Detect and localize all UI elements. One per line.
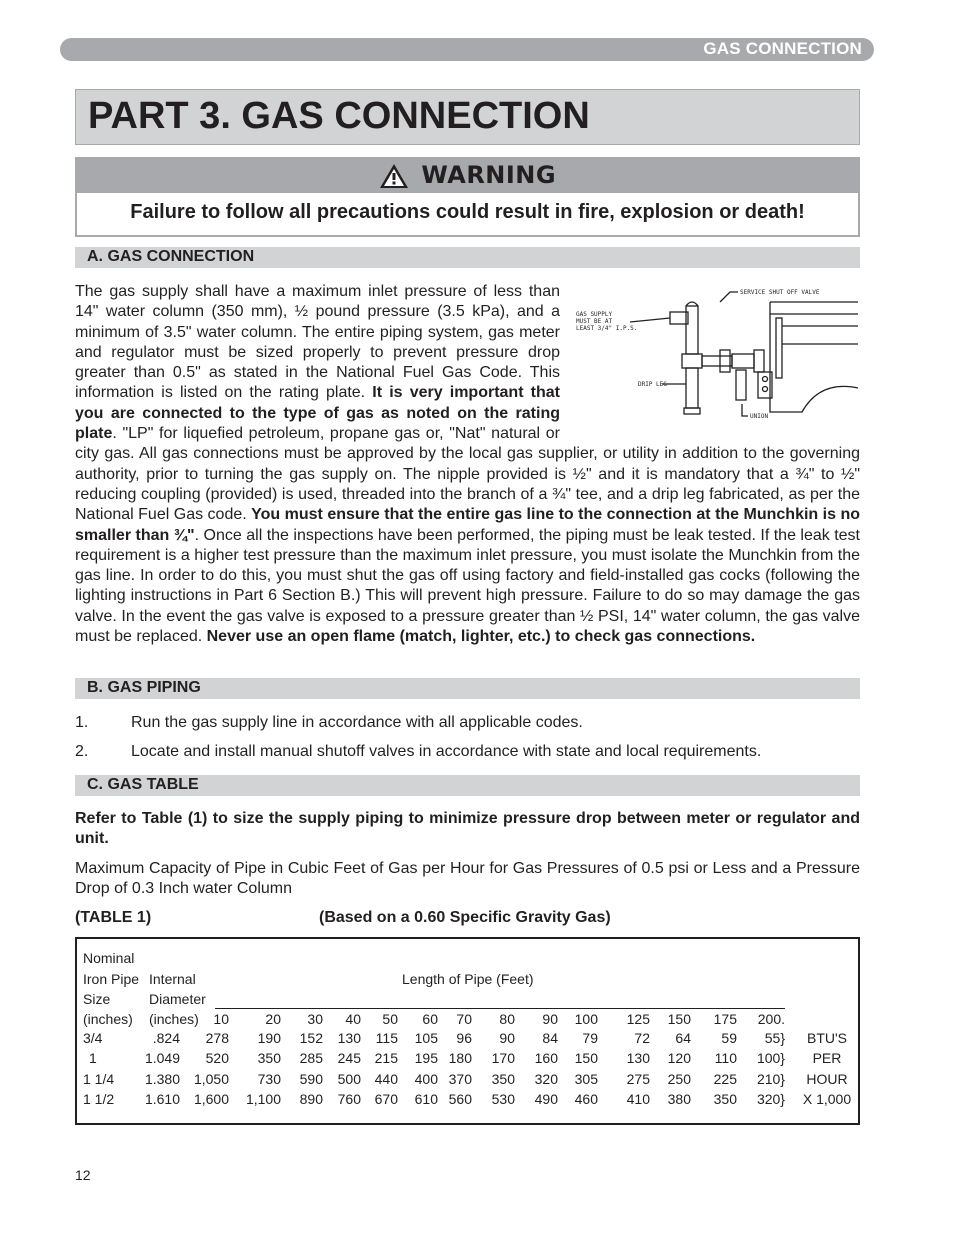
length-header-cell: 10 [213,1011,229,1027]
section-c-heading [75,775,860,796]
unit-cell: BTU'S [806,1030,847,1046]
header-size: Size [83,991,111,1007]
capacity-cell: 59 [721,1030,737,1046]
warning-box [75,157,860,237]
capacity-cell: 730 [257,1071,281,1087]
length-header-cell: 200. [757,1011,785,1027]
header-diameter: Diameter [149,991,206,1007]
header-internal: Internal [149,971,196,987]
header-inches-size: (inches) [83,1011,133,1027]
capacity-cell: 320} [756,1091,785,1107]
capacity-cell: 72 [634,1030,650,1046]
capacity-cell: 90 [499,1030,515,1046]
capacity-cell: 120 [667,1050,691,1066]
table-label: (TABLE 1) [75,909,152,926]
capacity-cell: 350 [257,1050,281,1066]
capacity-cell: 350 [713,1091,737,1107]
pipe-size-cell: 1 [89,1050,97,1066]
header-length: Length of Pipe (Feet) [402,971,534,987]
header-nominal: Nominal [83,950,135,966]
part-title-box [75,89,860,145]
capacity-cell: 110 [714,1050,737,1066]
section-a-p3-bold: Never use an open flame (match, lighter, etc.) to check gas connections. [206,628,756,646]
section-a-body [75,282,860,647]
capacity-cell: 64 [675,1030,691,1046]
diagram-label-supply-1: GAS SUPPLY [576,311,613,318]
capacity-cell: 285 [299,1050,323,1066]
capacity-cell: 190 [257,1030,281,1046]
diameter-cell: 1.610 [144,1091,180,1107]
length-header-cell: 150 [667,1011,691,1027]
diagram-label-supply-3: LEAST 3/4" I.P.S. [576,325,638,332]
capacity-cell: 530 [491,1091,515,1107]
capacity-cell: 250 [667,1071,691,1087]
capacity-cell: 79 [582,1030,598,1046]
capacity-cell: 105 [414,1030,438,1046]
capacity-cell: 245 [337,1050,361,1066]
capacity-cell: 410 [626,1091,650,1107]
capacity-cell: 225 [713,1071,737,1087]
list-item-number: 1. [75,714,89,731]
capacity-cell: 890 [299,1091,323,1107]
header-iron-pipe: Iron Pipe [83,971,140,987]
warning-message: Failure to follow all precautions could result in fire, explosion or death! [130,201,805,223]
header-inches-diameter: (inches) [149,1011,199,1027]
diameter-cell: .824 [152,1030,180,1046]
list-item-number: 2. [75,743,89,760]
section-a-p2-bold: You must ensure that the entire gas line to the connection at the Munchkin is no smaller than ¾" [75,506,861,544]
section-a-title: A. GAS CONNECTION [87,248,255,265]
capacity-cell: 590 [299,1071,323,1087]
capacity-cell: 350 [491,1071,515,1087]
length-header-cell: 90 [542,1011,558,1027]
pipe-size-cell: 3/4 [83,1030,103,1046]
capacity-cell: 215 [374,1050,398,1066]
capacity-cell: 150 [574,1050,598,1066]
section-a-p1: The gas supply shall have a maximum inlet pressure of less than 14" water column (350 mm), ½ pound pressure (3.5 kPa), and a minimum of 3.5" water column. The entire piping system, gas meter and regulator must be sized properly to prevent pressure drop greater than 0.5" as stated in the National Fuel Gas Code. This information is listed on the rating plate. [75,283,560,402]
capacity-cell: 55} [764,1030,785,1046]
diagram-label-valve: SERVICE SHUT OFF VALVE [740,289,820,296]
capacity-cell: 370 [448,1071,472,1087]
capacity-cell: 490 [534,1091,558,1107]
part-title: PART 3. GAS CONNECTION [88,95,590,137]
capacity-cell: 560 [448,1091,472,1107]
table-caption: Maximum Capacity of Pipe in Cubic Feet of Gas per Hour for Gas Pressures of 0.5 psi or Less and a Pressure Drop of 0.3 Inch water Column [75,860,860,898]
length-header-cell: 175 [713,1011,737,1027]
section-a-p3: . Once all the inspections have been performed, the piping must be leak tested. If the leak test requirement is a higher test pressure than the maximum inlet pressure, you must isolate the Munchkin from the gas line. In order to do this, you must shut the gas off using factory and field-installed gas cocks (following the lighting instructions in Part 6 Section B.) This will prevent high pressure. Failure to do so may damage the gas valve. In the event the gas valve is exposed to a pressure greater than ½ PSI, 14" water column, the gas valve must be replaced. [75,526,861,646]
capacity-cell: 275 [626,1071,650,1087]
capacity-cell: 500 [337,1071,361,1087]
unit-cell: X 1,000 [802,1091,852,1107]
diameter-cell: 1.380 [144,1071,180,1087]
pipe-size-cell: 1 1/4 [83,1071,115,1087]
capacity-cell: 115 [375,1030,398,1046]
capacity-cell: 130 [626,1050,650,1066]
length-header-cell: 70 [456,1011,472,1027]
warning-triangle-icon [379,163,409,189]
capacity-cell: 1,050 [193,1071,229,1087]
capacity-cell: 130 [337,1030,361,1046]
section-b-title: B. GAS PIPING [87,679,201,696]
diagram-label-union: UNION [750,413,769,420]
capacity-cell: 170 [491,1050,515,1066]
capacity-cell: 96 [456,1030,472,1046]
running-header-label: GAS CONNECTION [703,39,862,58]
diagram-label-drip: DRIP LEG [638,381,667,388]
capacity-cell: 100} [756,1050,785,1066]
warning-heading: WARNING [421,161,557,189]
page-number: 12 [75,1167,91,1183]
section-c-title: C. GAS TABLE [87,776,199,793]
capacity-cell: 520 [205,1050,229,1066]
table-note: (Based on a 0.60 Specific Gravity Gas) [319,909,611,926]
section-a-p2: . "LP" for liquefied petroleum, propane gas or, "Nat" natural or city gas. All gas connections must be approved by the local gas supplier, or utility in addition to the governing authority, prior to turning the gas supply on. The nipple provided is ½" and it is mandatory that a ¾" to ½" reducing coupling (provided) is used, threaded into the branch of a ¾" tee, and a drip leg fabricated, as per the National Fuel Gas code. [75,425,860,524]
length-header-cell: 50 [382,1011,398,1027]
capacity-cell: 180 [448,1050,472,1066]
capacity-cell: 84 [542,1030,558,1046]
table-refer-text: Refer to Table (1) to size the supply piping to minimize pressure drop between meter or regulator and unit. [75,810,860,848]
gas-piping-diagram [570,284,860,434]
length-header-cell: 40 [345,1011,361,1027]
capacity-cell: 440 [374,1071,398,1087]
section-a-heading [75,247,860,268]
diameter-cell: 1.049 [144,1050,180,1066]
capacity-cell: 278 [205,1030,229,1046]
capacity-cell: 610 [414,1091,438,1107]
section-b-heading [75,678,860,699]
running-header [60,38,874,61]
list-item-text: Locate and install manual shutoff valves in accordance with state and local requirements. [131,743,762,760]
diagram-label-supply-2: MUST BE AT [576,318,613,325]
length-header-cell: 80 [499,1011,515,1027]
length-header-cell: 30 [307,1011,323,1027]
capacity-cell: 460 [574,1091,598,1107]
table-label-line [75,908,860,928]
capacity-cell: 670 [374,1091,398,1107]
list-item-text: Run the gas supply line in accordance with all applicable codes. [131,714,583,731]
unit-cell: PER [812,1050,842,1066]
capacity-cell: 152 [299,1030,323,1046]
capacity-cell: 320 [534,1071,558,1087]
pipe-size-cell: 1 1/2 [83,1091,115,1107]
gas-capacity-table [75,937,860,1125]
length-header-cell: 20 [265,1011,281,1027]
capacity-cell: 380 [667,1091,691,1107]
capacity-cell: 1,100 [245,1091,281,1107]
length-header-cell: 125 [626,1011,650,1027]
warning-header [77,159,858,193]
length-header-cell: 60 [422,1011,438,1027]
capacity-cell: 305 [574,1071,598,1087]
unit-cell: HOUR [806,1071,848,1087]
capacity-cell: 195 [414,1050,438,1066]
capacity-cell: 1,600 [193,1091,229,1107]
capacity-cell: 210} [756,1071,785,1087]
header-rule [215,1008,785,1009]
capacity-cell: 160 [534,1050,558,1066]
capacity-cell: 760 [337,1091,361,1107]
length-header-cell: 100 [574,1011,598,1027]
capacity-cell: 400 [414,1071,438,1087]
section-a-p1-bold: It is very important that you are connected to the type of gas as noted on the rating plate [75,384,561,443]
